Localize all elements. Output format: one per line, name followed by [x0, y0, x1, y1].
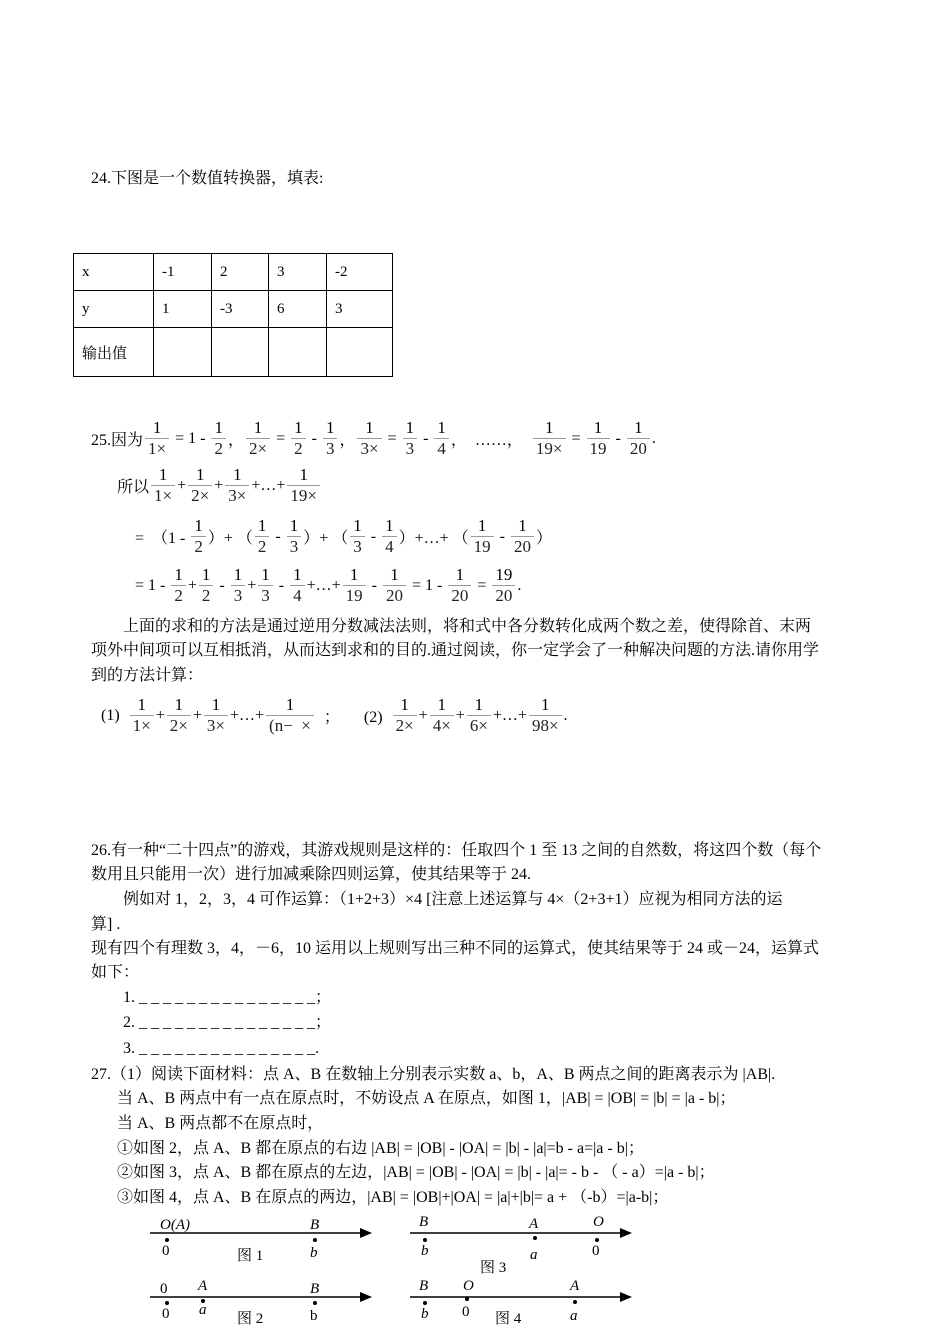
- denominator: 3: [325, 439, 335, 458]
- numerator: 1: [211, 695, 221, 714]
- numerator: 1: [474, 695, 484, 714]
- denominator: 1×: [154, 486, 173, 505]
- numerator: 1: [325, 418, 335, 437]
- numerator: 1: [477, 516, 487, 535]
- numerator: 1: [518, 516, 527, 535]
- point-value: 0: [592, 1243, 600, 1259]
- numerator: 1: [349, 565, 359, 584]
- point-label: O: [463, 1278, 474, 1294]
- point-label: B: [310, 1217, 320, 1233]
- math-text: .: [563, 706, 568, 724]
- math-text: +: [155, 706, 165, 724]
- point-value: b: [421, 1306, 429, 1322]
- math-text: =: [473, 576, 491, 594]
- denominator: 19: [345, 586, 363, 605]
- denominator: 4: [385, 537, 394, 556]
- math-text: = 1 -: [135, 576, 170, 594]
- numerator: 1: [437, 695, 446, 714]
- denominator: 19×: [535, 439, 563, 458]
- q27-line: 当 A、B 两点都不在原点时，: [117, 1115, 324, 1132]
- math-text: ； (2): [315, 709, 391, 726]
- q27-line: ①如图 2，点 A、B 都在原点的右边 |AB| = |OB| - |OA| = |b| - |a|=b - a=|a - b|；: [117, 1140, 644, 1157]
- numerator: 1: [257, 516, 267, 535]
- math-text: +: [177, 476, 187, 494]
- numerator: 1: [437, 418, 446, 437]
- numerator: 1: [544, 418, 554, 437]
- arrow-icon: [620, 1292, 632, 1302]
- point-label: B: [419, 1278, 429, 1294]
- math-text: +…+: [230, 706, 265, 724]
- numerator: 19: [495, 565, 513, 584]
- numerator: 1: [593, 418, 603, 437]
- arrow-icon: [360, 1292, 372, 1302]
- denominator: 2: [294, 439, 303, 458]
- math-text: -: [611, 429, 625, 447]
- denominator: 3: [233, 586, 243, 605]
- denominator: 2: [201, 586, 211, 605]
- numerator: 1: [390, 565, 399, 584]
- numerator: 1: [365, 418, 374, 437]
- numerator: 1: [541, 695, 550, 714]
- figure-caption: 图 2: [237, 1311, 264, 1327]
- math-text: =: [567, 429, 585, 447]
- figure-4: [410, 1278, 632, 1327]
- denominator: 2: [214, 439, 223, 458]
- q26-line: 26.有一种“二十四点”的游戏，其游戏规则是这样的：任取四个 1 至 13 之间的自然数，将这四个数（每个: [91, 842, 822, 859]
- arrow-icon: [620, 1228, 632, 1238]
- denominator: 2×: [395, 716, 414, 735]
- numerator: 1: [233, 565, 243, 584]
- numerator: 1: [253, 418, 263, 437]
- numerator: 1: [299, 465, 308, 484]
- numerator: 1: [152, 418, 162, 437]
- math-text: +…+: [251, 476, 286, 494]
- q25-para-2: 项外中间项可以互相抵消，从而达到求和的目的.通过阅读，你一定学会了一种解决问题的方法.请你用学: [91, 642, 820, 659]
- table-cell: 3: [269, 254, 327, 291]
- math-text: -: [274, 576, 289, 594]
- figure-2: [150, 1278, 372, 1327]
- q26-line: 算] .: [91, 916, 121, 933]
- q26-line: 现有四个有理数 3，4，－6，10 运用以上规则写出三种不同的运算式，使其结果等于 24 或－24，运算式: [91, 940, 820, 957]
- numerator: 1: [137, 695, 146, 714]
- table-cell: 3: [327, 291, 393, 328]
- q27-line: ③如图 4，点 A、B 在原点的两边，|AB| = |OB|+|OA| = |a|+|b|= a + （-b）=|a-b|；: [117, 1189, 669, 1206]
- denominator: 3: [353, 537, 362, 556]
- point-value: b: [421, 1243, 429, 1259]
- denominator: 1×: [132, 716, 151, 735]
- point-label: B: [419, 1214, 429, 1230]
- q27-line: 当 A、B 两点中有一点在原点时，不妨设点 A 在原点，如图 1，|AB| = |OB| = |b| = |a - b|；: [117, 1090, 736, 1107]
- math-text: +: [455, 706, 465, 724]
- math-text: =: [272, 429, 290, 447]
- math-text: -: [271, 527, 285, 545]
- math-text: -: [366, 527, 381, 545]
- point-label: O(A): [160, 1217, 190, 1233]
- table-cell: -2: [327, 254, 393, 291]
- point-value: a: [570, 1308, 578, 1324]
- math-text: ）+…+ （: [398, 530, 469, 547]
- q27-line: ②如图 3，点 A、B 都在原点的左边，|AB| = |OB| - |OA| = |b| - |a|= - b - （ - a）=|a - b|；: [117, 1164, 715, 1181]
- math-text: +: [418, 706, 428, 724]
- point-value: 0: [162, 1306, 170, 1322]
- point-value: 0: [162, 1243, 170, 1259]
- math-text: +: [214, 476, 224, 494]
- math-text: ）: [535, 530, 552, 547]
- denominator: 20: [451, 586, 469, 605]
- denominator: 1×: [148, 439, 167, 458]
- numerator: 1: [293, 565, 302, 584]
- numerator: 1: [289, 516, 299, 535]
- math-text: .: [651, 429, 656, 447]
- q25-para-3: 到的方法计算：: [91, 667, 204, 684]
- denominator: 98×: [531, 716, 559, 735]
- numerator: 1: [214, 418, 223, 437]
- math-text: 25.因为: [91, 432, 144, 449]
- table-cell: 输出值: [74, 328, 154, 377]
- denominator: 20: [495, 586, 513, 605]
- point-dot: [313, 1238, 317, 1242]
- point-label: A: [570, 1278, 580, 1294]
- q26-line: 如下：: [91, 964, 140, 981]
- point-value: 0: [462, 1304, 470, 1320]
- denominator: 3×: [228, 486, 247, 505]
- denominator: 19: [589, 439, 607, 458]
- denominator: 3×: [360, 439, 379, 458]
- point-value: b: [310, 1245, 318, 1261]
- numerator: 1: [634, 418, 643, 437]
- figure-caption: 图 1: [237, 1248, 264, 1264]
- point-label: A: [529, 1216, 539, 1232]
- denominator: 6×: [469, 716, 488, 735]
- math-text: (1): [101, 706, 128, 724]
- q25-para-1: 上面的求和的方法是通过逆用分数减法法则，将和式中各分数转化成两个数之差，使得除首、末两: [123, 618, 812, 635]
- denominator: 3×: [206, 716, 225, 735]
- numerator: 1: [405, 418, 415, 437]
- math-text: -: [495, 527, 509, 545]
- math-text: ，: [227, 432, 244, 449]
- denominator: 3: [261, 586, 270, 605]
- numerator: 1: [261, 565, 270, 584]
- math-text: -: [367, 576, 381, 594]
- denominator: 20: [629, 439, 647, 458]
- q26-line: 例如对 1，2，3，4 可作运算：（1+2+3）×4 [注意上述运算与 4×（2+3+1）应视为相同方法的运: [123, 891, 783, 908]
- answer-blank-1[interactable]: 1. _ _ _ _ _ _ _ _ _ _ _ _ _ _ _；: [123, 989, 332, 1006]
- denominator: 20: [513, 537, 531, 556]
- point-label: O: [593, 1214, 604, 1230]
- point-value: a: [199, 1302, 207, 1318]
- table-cell: x: [74, 254, 154, 291]
- math-text: -: [307, 429, 321, 447]
- math-text: +: [187, 576, 197, 594]
- denominator: 2×: [248, 439, 268, 458]
- table-cell: -3: [212, 291, 269, 328]
- math-text: ）+ （: [207, 530, 253, 547]
- numerator: 1: [455, 565, 465, 584]
- math-text: = 1 -: [407, 576, 447, 594]
- table-cell: 6: [269, 291, 327, 328]
- figure-caption: 图 3: [480, 1260, 507, 1276]
- math-text: ，: [339, 432, 356, 449]
- denominator: 4×: [432, 716, 451, 735]
- math-text: +: [192, 706, 202, 724]
- numerator: 1: [285, 695, 295, 714]
- denominator: 4: [437, 439, 446, 458]
- q26-line: 数用且只能用一次）进行加减乘除四则运算，使其结果等于 24.: [91, 866, 532, 883]
- point-label: A: [198, 1278, 208, 1294]
- answer-blank-2[interactable]: 2. _ _ _ _ _ _ _ _ _ _ _ _ _ _ _；: [123, 1014, 332, 1031]
- denominator: 19: [473, 537, 491, 556]
- denominator: 2: [194, 537, 203, 556]
- denominator: 3: [405, 439, 415, 458]
- denominator: 4: [293, 586, 302, 605]
- math-text: = 1 -: [171, 429, 210, 447]
- point-label: 0: [160, 1281, 168, 1297]
- point-label: B: [310, 1281, 320, 1297]
- numerator: 1: [385, 516, 394, 535]
- q24-title: 24.下图是一个数值转换器，填表:: [91, 170, 324, 187]
- denominator: 20: [385, 586, 403, 605]
- math-text: ， ……，: [450, 432, 531, 449]
- figure-caption: 图 4: [495, 1311, 522, 1327]
- numerator: 1: [174, 695, 184, 714]
- math-text: +…+: [492, 706, 527, 724]
- math-text: +: [247, 576, 257, 594]
- denominator: 2: [257, 537, 267, 556]
- table-cell: y: [74, 291, 154, 328]
- answer-blank-3[interactable]: 3. _ _ _ _ _ _ _ _ _ _ _ _ _ _ _.: [123, 1040, 319, 1057]
- table-cell: -1: [154, 254, 212, 291]
- math-text: ）+ （: [303, 530, 349, 547]
- denominator: 2×: [169, 716, 188, 735]
- math-text: -: [215, 576, 229, 594]
- math-text: +…+: [306, 576, 341, 594]
- figure-3: [410, 1214, 632, 1276]
- denominator: 2×: [191, 486, 210, 505]
- numerator: 1: [353, 516, 362, 535]
- numerator: 1: [233, 465, 242, 484]
- numerator: 1: [195, 465, 205, 484]
- figure-1: [150, 1217, 372, 1264]
- denominator: 19×: [290, 486, 317, 505]
- numerator: 1: [294, 418, 303, 437]
- numerator: 1: [158, 465, 168, 484]
- math-text: 所以: [117, 479, 150, 496]
- math-text: =: [383, 429, 401, 447]
- table-cell: 1: [154, 291, 212, 328]
- table-cell: 2: [212, 254, 269, 291]
- point-value: b: [310, 1308, 318, 1324]
- numerator: 1: [400, 695, 409, 714]
- denominator: (n− ×: [269, 716, 311, 735]
- denominator: 2: [174, 586, 183, 605]
- point-value: a: [530, 1247, 538, 1263]
- arrow-icon: [360, 1228, 372, 1238]
- math-text: = （1 -: [135, 530, 190, 547]
- numerator: 1: [201, 565, 211, 584]
- numerator: 1: [194, 516, 203, 535]
- point-dot: [165, 1238, 169, 1242]
- math-text: .: [517, 576, 522, 594]
- numerator: 1: [174, 565, 183, 584]
- math-text: -: [419, 429, 433, 447]
- q27-line: 27.（1）阅读下面材料：点 A、B 在数轴上分别表示实数 a、b，A、B 两点之间的距离表示为 |AB|.: [91, 1066, 776, 1083]
- denominator: 3: [289, 537, 299, 556]
